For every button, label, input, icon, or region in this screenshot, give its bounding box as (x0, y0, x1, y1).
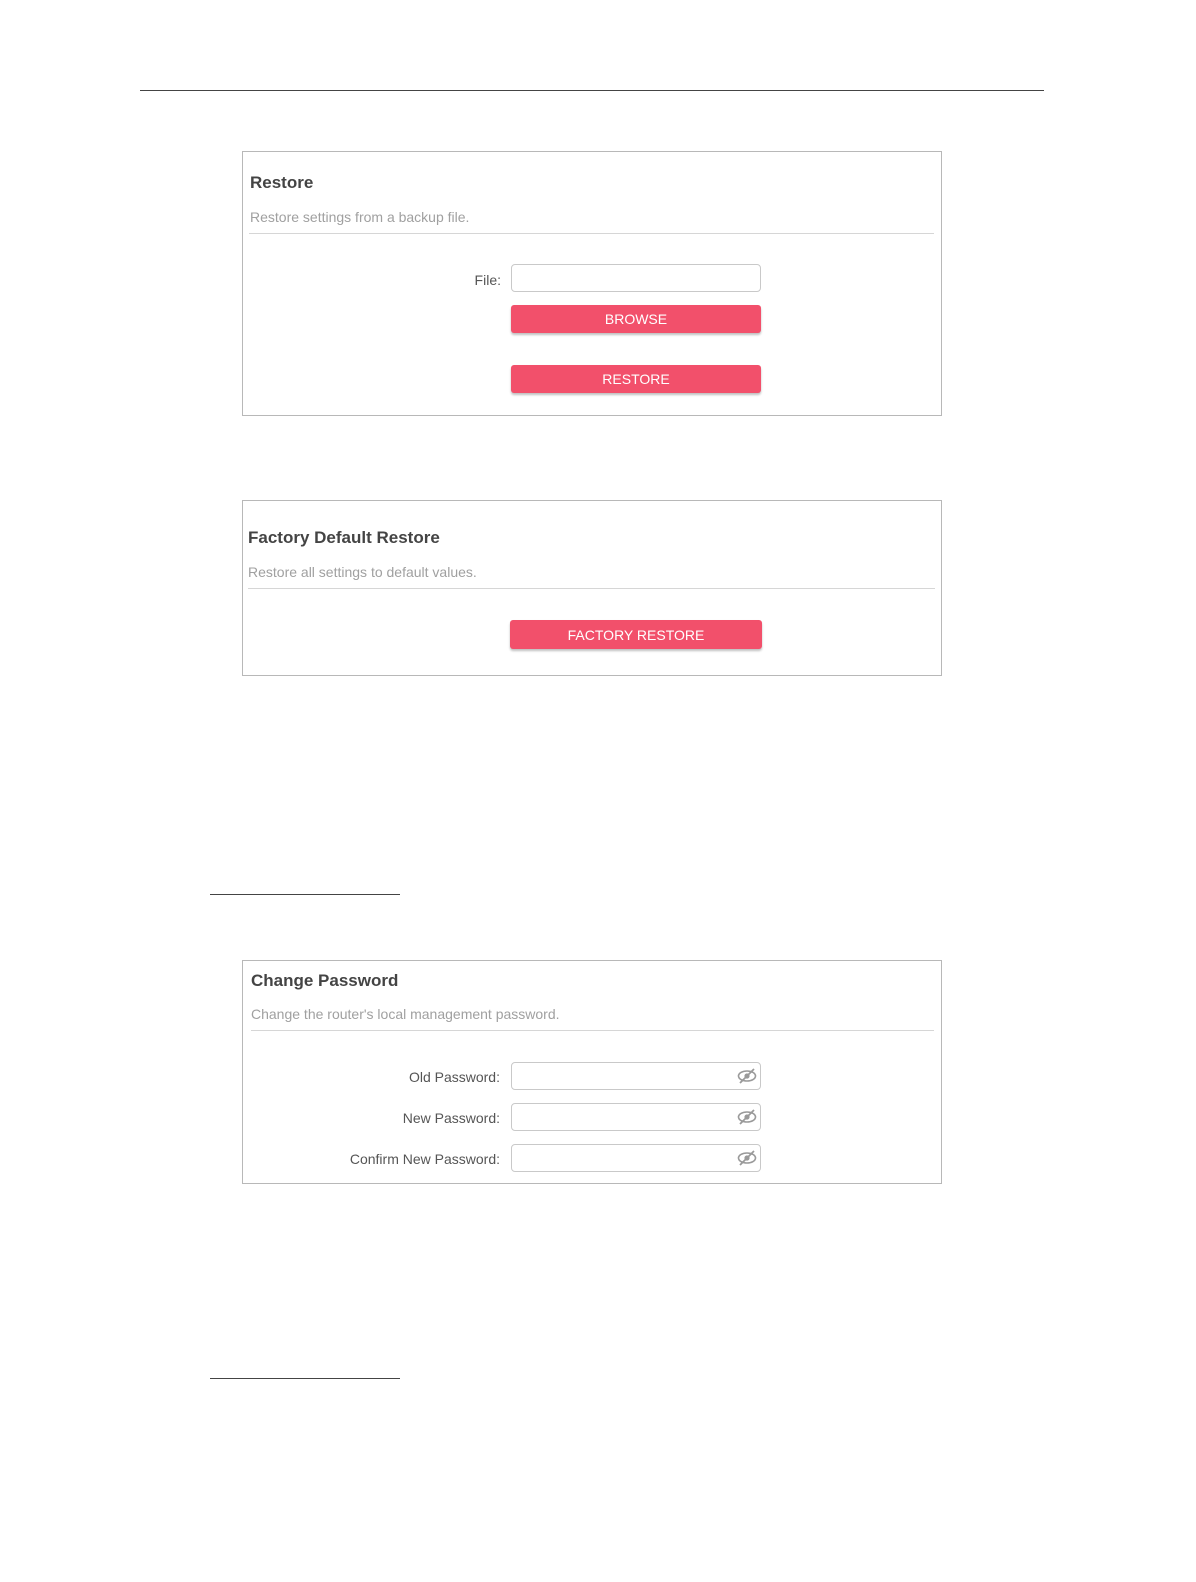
footnote-rule (210, 1378, 400, 1379)
factory-restore-panel (242, 500, 942, 676)
factory-description: Restore all settings to default values. (248, 564, 477, 580)
change-password-panel (242, 960, 942, 1184)
password-title: Change Password (251, 971, 399, 990)
old-password-label: Old Password: (408, 1069, 500, 1085)
restore-panel (242, 151, 942, 416)
factory-restore-button[interactable]: FACTORY RESTORE (510, 620, 762, 649)
restore-divider (249, 233, 934, 234)
factory-divider (248, 588, 935, 589)
restore-button[interactable]: RESTORE (511, 365, 761, 393)
page-header-rule (140, 90, 1044, 91)
factory-title: Factory Default Restore (248, 528, 440, 547)
confirm-password-input[interactable] (511, 1144, 761, 1172)
file-input[interactable] (511, 264, 761, 292)
browse-button[interactable]: BROWSE (511, 305, 761, 333)
password-divider (251, 1030, 934, 1031)
new-password-label: New Password: (402, 1110, 500, 1126)
eye-off-icon[interactable] (737, 1108, 757, 1126)
confirm-password-label: Confirm New Password: (349, 1151, 500, 1167)
eye-off-icon[interactable] (737, 1067, 757, 1085)
password-description: Change the router's local management password. (251, 1006, 560, 1022)
restore-title: Restore (250, 173, 314, 192)
old-password-input[interactable] (511, 1062, 761, 1090)
restore-description: Restore settings from a backup file. (250, 209, 470, 225)
file-label: File: (474, 272, 501, 288)
new-password-input[interactable] (511, 1103, 761, 1131)
eye-off-icon[interactable] (737, 1149, 757, 1167)
footnote-rule (210, 894, 400, 895)
